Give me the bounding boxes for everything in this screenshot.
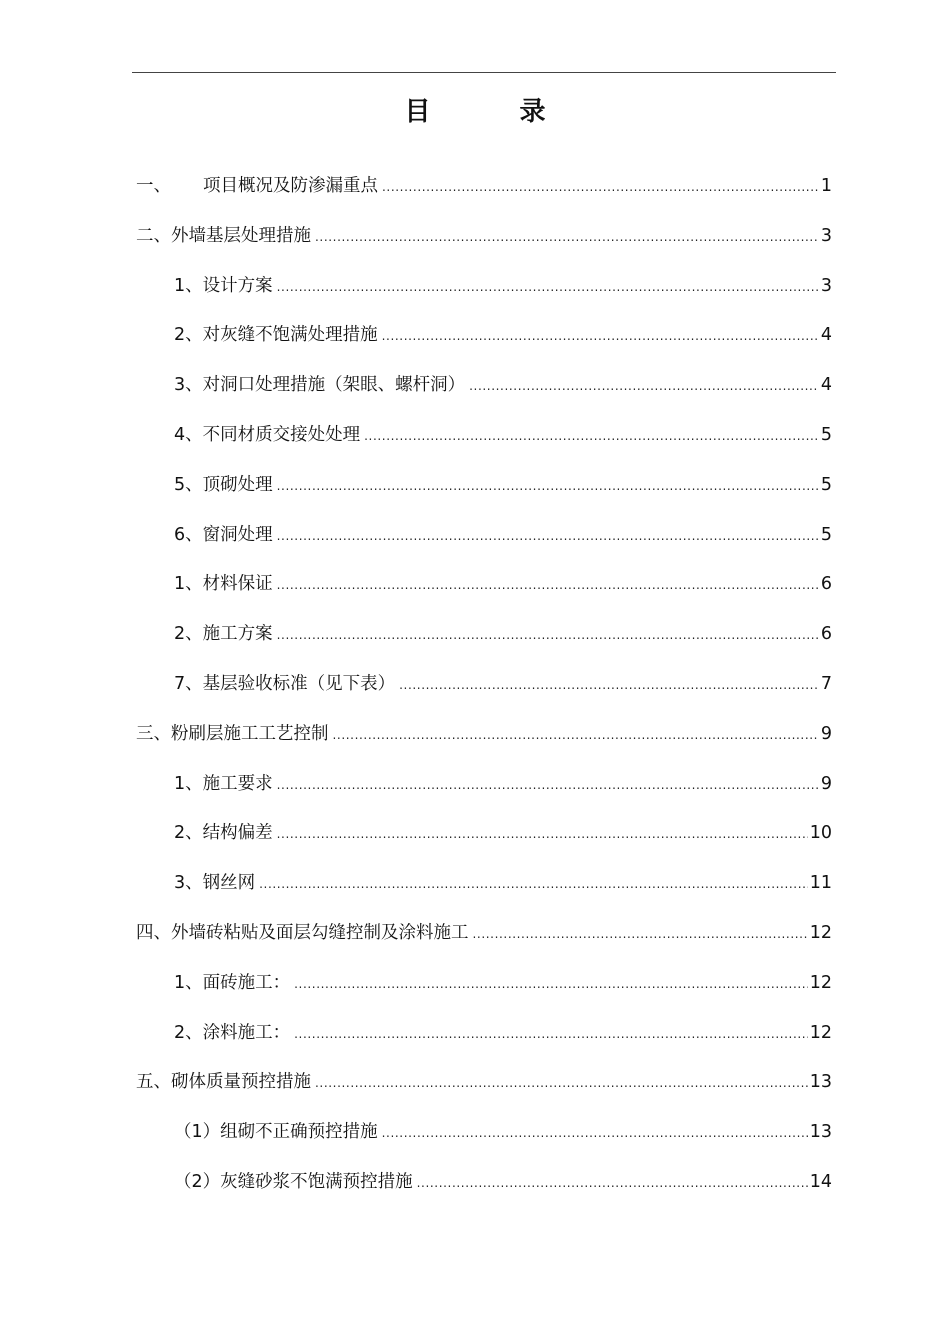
toc-entry-text: 项目概况及防渗漏重点: [203, 176, 378, 196]
toc-dot-leader: [417, 1163, 808, 1203]
toc-entry-page-number: 6: [820, 624, 832, 645]
toc-entry-text: 1、材料保证: [174, 574, 273, 595]
toc-entry[interactable]: [136, 415, 832, 465]
toc-entry-page-number: 3: [820, 225, 832, 246]
toc-entry-text: 2、结构偏差: [174, 823, 273, 844]
toc-entry-number: 一、: [136, 176, 171, 196]
toc-entry-text: 三、粉刷层施工工艺控制: [136, 723, 329, 744]
toc-entry-page-number: 12: [809, 1022, 832, 1043]
toc-dot-leader: [382, 316, 819, 356]
toc-dot-leader: [277, 466, 819, 506]
toc-entry-text: 1、设计方案: [174, 275, 273, 296]
page-title: 目 录: [404, 97, 586, 127]
toc-dot-leader: [294, 1014, 808, 1054]
toc-dot-leader: [277, 615, 819, 655]
toc-entry-text: 6、窗洞处理: [174, 524, 273, 545]
toc-entry-label: [174, 1112, 378, 1152]
toc-entry-label: [174, 614, 273, 654]
toc-entry-page-number: 3: [820, 275, 832, 296]
toc-entry-text: 1、施工要求: [174, 773, 273, 794]
toc-entry-text: 四、外墙砖粘贴及面层勾缝控制及涂料施工: [136, 922, 469, 943]
toc-entry-page-number: 12: [809, 972, 832, 993]
toc-entry-page-number: 6: [820, 574, 832, 595]
toc-entry-page-number: 7: [820, 673, 832, 694]
toc-entry-label: [174, 515, 273, 555]
table-of-contents: [136, 166, 832, 1212]
toc-entry-page-number: 5: [820, 424, 832, 445]
toc-entry-label: [136, 216, 311, 256]
toc-entry-page-number: 11: [809, 873, 832, 894]
toc-entry-label: [136, 714, 329, 754]
toc-entry-text: 二、外墙基层处理措施: [136, 225, 311, 246]
toc-entry[interactable]: [136, 266, 832, 316]
toc-entry-label: [174, 664, 395, 704]
toc-entry[interactable]: [136, 913, 832, 963]
toc-dot-leader: [277, 765, 819, 805]
toc-dot-leader: [315, 1063, 808, 1103]
toc-entry-text: 2、施工方案: [174, 624, 273, 645]
toc-dot-leader: [277, 814, 808, 854]
toc-entry-label: [174, 764, 273, 804]
toc-entry-label: [174, 465, 273, 505]
toc-entry-page-number: 4: [820, 375, 832, 396]
toc-entry[interactable]: [136, 764, 832, 814]
toc-entry-label: [174, 315, 378, 355]
toc-entry-label: [136, 166, 378, 206]
toc-entry-text: 五、砌体质量预控措施: [136, 1072, 311, 1093]
toc-dot-leader: [333, 715, 819, 755]
toc-entry-label: [174, 863, 255, 903]
toc-entry-label: [174, 564, 273, 604]
toc-entry[interactable]: [136, 315, 832, 365]
toc-entry-text: 2、对灰缝不饱满处理措施: [174, 325, 378, 346]
toc-entry[interactable]: [136, 564, 832, 614]
toc-dot-leader: [382, 167, 819, 207]
toc-entry[interactable]: [136, 216, 832, 266]
toc-dot-leader: [364, 416, 819, 456]
header-rule: [132, 72, 836, 73]
toc-entry-label: [174, 415, 360, 455]
toc-entry[interactable]: [136, 166, 832, 216]
toc-entry-label: [174, 813, 273, 853]
toc-entry-page-number: 9: [820, 773, 832, 794]
toc-entry[interactable]: [136, 614, 832, 664]
toc-entry-text: 4、不同材质交接处处理: [174, 424, 361, 445]
toc-entry-page-number: 4: [820, 325, 832, 346]
toc-entry[interactable]: [136, 813, 832, 863]
toc-entry-page-number: 13: [809, 1072, 832, 1093]
toc-entry-text: 2、涂料施工：: [174, 1022, 291, 1043]
toc-dot-leader: [277, 267, 819, 307]
toc-dot-leader: [469, 366, 819, 406]
toc-entry-label: [174, 963, 290, 1003]
toc-dot-leader: [473, 914, 808, 954]
toc-dot-leader: [277, 565, 819, 605]
toc-dot-leader: [259, 864, 808, 904]
toc-entry[interactable]: [136, 963, 832, 1013]
toc-entry-text: 1、面砖施工：: [174, 972, 291, 993]
toc-entry-page-number: 12: [809, 922, 832, 943]
toc-entry-label: [136, 913, 469, 953]
toc-entry[interactable]: [136, 515, 832, 565]
toc-entry[interactable]: [136, 1162, 832, 1212]
toc-entry[interactable]: [136, 1112, 832, 1162]
toc-entry[interactable]: [136, 465, 832, 515]
toc-entry[interactable]: [136, 1062, 832, 1112]
toc-entry-page-number: 10: [809, 823, 832, 844]
toc-entry[interactable]: [136, 1013, 832, 1063]
toc-entry-label: [174, 1162, 413, 1202]
toc-entry[interactable]: [136, 664, 832, 714]
toc-entry-page-number: 5: [820, 524, 832, 545]
toc-entry-label: [136, 1062, 311, 1102]
toc-entry-text: 7、基层验收标准（见下表）: [174, 673, 396, 694]
toc-entry-text: （1）组砌不正确预控措施: [174, 1122, 378, 1143]
toc-entry-page-number: 13: [809, 1122, 832, 1143]
toc-dot-leader: [315, 217, 819, 257]
toc-entry[interactable]: [136, 714, 832, 764]
toc-dot-leader: [399, 665, 819, 705]
toc-entry-label: [174, 266, 273, 306]
toc-entry-page-number: 9: [820, 723, 832, 744]
toc-entry-text: 3、钢丝网: [174, 873, 256, 894]
toc-entry-label: [174, 1013, 290, 1053]
toc-entry[interactable]: [136, 365, 832, 415]
toc-entry-text: 5、顶砌处理: [174, 474, 273, 495]
toc-dot-leader: [382, 1113, 808, 1153]
toc-entry-page-number: 14: [809, 1171, 832, 1192]
toc-entry-page-number: 5: [820, 474, 832, 495]
toc-entry-page-number: 1: [820, 176, 832, 196]
toc-entry-text: （2）灰缝砂浆不饱满预控措施: [174, 1171, 413, 1192]
toc-dot-leader: [294, 964, 808, 1004]
toc-entry-label: [174, 365, 465, 405]
toc-entry-text: 3、对洞口处理措施（架眼、螺杆洞）: [174, 375, 466, 396]
toc-dot-leader: [277, 516, 819, 556]
toc-entry[interactable]: [136, 863, 832, 913]
